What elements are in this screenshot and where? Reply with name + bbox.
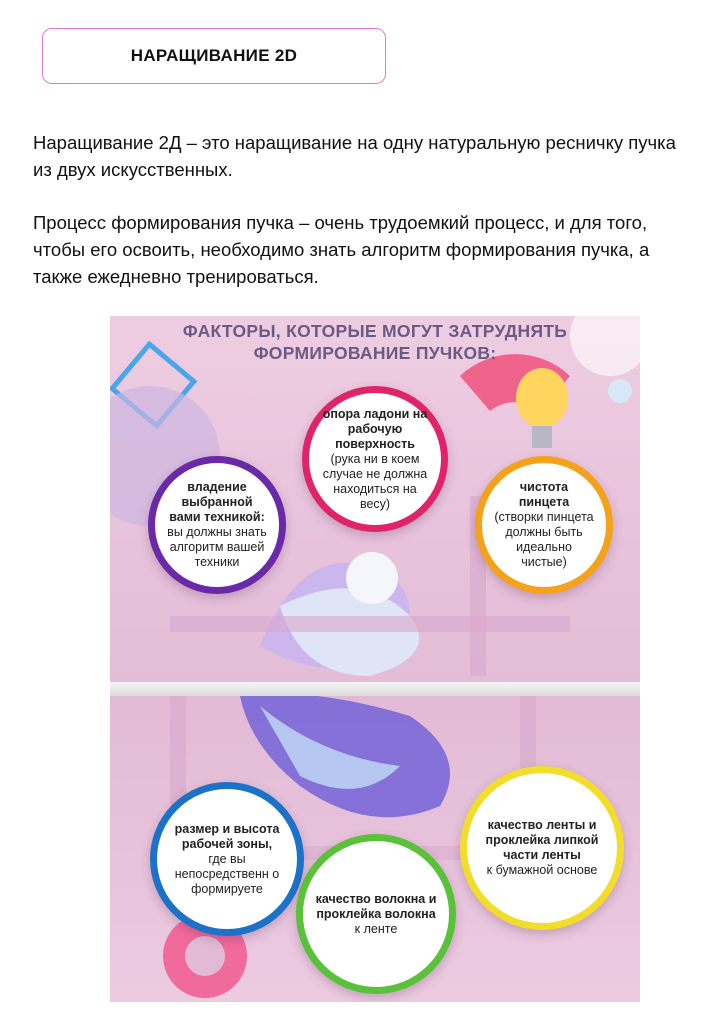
factor-technique bbox=[148, 456, 286, 594]
paragraph-process: Процесс формирования пучка – очень трудоемкий процесс, и для того, чтобы его освоить, необходимо знать алгоритм формирования пучка, а также ежедневно тренироваться. bbox=[33, 212, 650, 287]
factor-fiber bbox=[296, 834, 456, 994]
factor-palm-title: опора ладони на рабочую поверхность bbox=[322, 406, 428, 451]
paragraph-definition: Наращивание 2Д – это наращивание на одну натуральную ресничку пучка из двух искусственных. bbox=[33, 132, 676, 180]
factor-palm-text: (рука ни в коем случае не должна находиться на весу) bbox=[322, 451, 428, 511]
infographic-heading-line2: ФОРМИРОВАНИЕ ПУЧКОВ: bbox=[253, 343, 497, 363]
factors-infographic bbox=[110, 316, 640, 1002]
factor-fiber-text: к ленте bbox=[354, 921, 398, 936]
page-title: НАРАЩИВАНИЕ 2D bbox=[130, 46, 298, 65]
factor-palm-support bbox=[302, 386, 448, 532]
factor-fiber-title: качество волокна и проклейка волокна bbox=[315, 891, 437, 921]
factor-work-zone bbox=[150, 782, 304, 936]
factor-tape-title: качество ленты и проклейка липкой части ленты bbox=[485, 818, 599, 862]
factor-technique-text: вы должны знать алгоритм вашей техники bbox=[167, 525, 267, 569]
factor-tweezers-text: (створки пинцета должны быть идеально чистые) bbox=[494, 510, 594, 569]
infographic-heading bbox=[110, 320, 640, 364]
factor-tape bbox=[460, 766, 624, 930]
factor-tweezers bbox=[475, 456, 613, 594]
factor-zone-title: размер и высота рабочей зоны, bbox=[174, 821, 280, 851]
factor-zone-text: где вы непосредственн о формируете bbox=[174, 851, 280, 896]
title-box bbox=[42, 28, 386, 84]
factor-tape-text: к бумажной основе bbox=[486, 863, 598, 877]
factor-technique-title: владение выбранной вами техникой: bbox=[169, 480, 265, 524]
factor-tweezers-title: чистота пинцета bbox=[518, 480, 570, 509]
infographic-heading-line1: ФАКТОРЫ, КОТОРЫЕ МОГУТ ЗАТРУДНЯТЬ bbox=[182, 321, 568, 341]
